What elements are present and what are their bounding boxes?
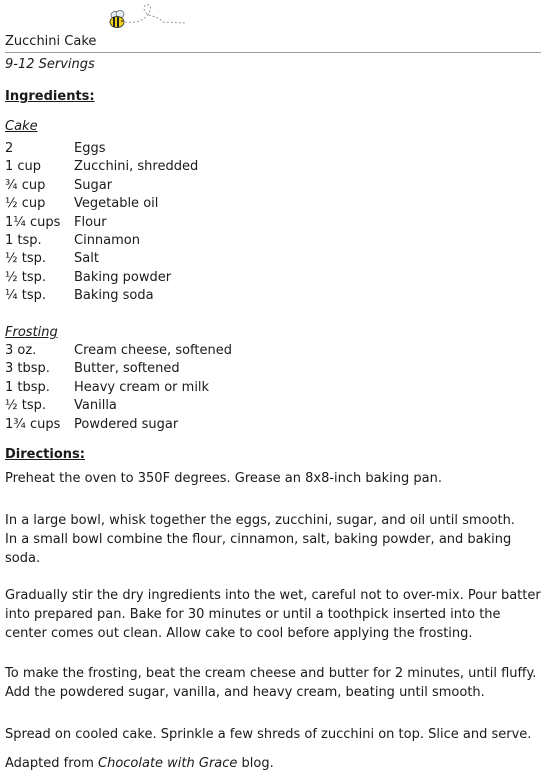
source-name: Chocolate with Grace <box>98 756 238 771</box>
ingredient-name: Baking soda <box>74 288 154 304</box>
direction-step-4 <box>5 664 541 702</box>
list-item <box>5 379 405 397</box>
list-item <box>5 195 405 213</box>
servings-text: 9-12 Servings <box>5 57 95 72</box>
ingredient-qty: 1 tsp. <box>5 232 42 248</box>
list-item <box>5 250 405 268</box>
ingredient-name: Flour <box>74 214 107 230</box>
ingredient-name: Butter, softened <box>74 361 180 377</box>
direction-step-1 <box>5 469 541 488</box>
frosting-subheading: Frosting <box>5 325 58 340</box>
bee-icon <box>105 2 195 32</box>
ingredient-qty: 3 tbsp. <box>5 361 50 377</box>
ingredient-name: Baking powder <box>74 269 172 285</box>
ingredient-name: Salt <box>74 251 99 267</box>
ingredient-qty: 2 <box>5 141 14 156</box>
ingredient-name: Vanilla <box>74 398 117 414</box>
direction-text: Preheat the oven to 350F degrees. Grease an 8x8-inch baking pan. <box>5 471 442 486</box>
ingredient-qty: ½ cup <box>5 196 46 212</box>
ingredient-name: Zucchini, shredded <box>74 159 199 175</box>
ingredient-name: Vegetable oil <box>74 196 159 212</box>
direction-step-5 <box>5 725 541 744</box>
ingredient-name: Cream cheese, softened <box>74 343 232 358</box>
ingredient-name: Powdered sugar <box>74 416 179 432</box>
ingredient-qty: ½ tsp. <box>5 269 46 285</box>
ingredient-qty: ½ tsp. <box>5 251 46 267</box>
ingredient-name: Eggs <box>74 141 106 156</box>
list-item <box>5 214 405 232</box>
direction-text: In a small bowl combine the flour, cinnamon, salt, baking powder, and baking soda. <box>5 532 512 566</box>
recipe-title <box>5 33 541 53</box>
recipe-title-text: Zucchini Cake <box>5 34 97 49</box>
ingredient-qty: ½ tsp. <box>5 398 46 414</box>
list-item <box>5 177 405 195</box>
ingredient-qty: ¾ cup <box>5 177 46 193</box>
ingredient-qty: 1 cup <box>5 159 42 175</box>
cake-subheading: Cake <box>5 119 38 134</box>
list-item <box>5 360 405 378</box>
direction-text: Gradually stir the dry ingredients into the wet, careful not to over-mix. Pour batter into prepared pan. Bake for 30 minutes or until a toothpick inserted into the center comes out clean. Allow cake to cool before applying the frosting. <box>5 588 541 641</box>
ingredient-qty: ¼ tsp. <box>5 288 46 304</box>
ingredient-qty: 3 oz. <box>5 343 37 358</box>
list-item <box>5 140 405 158</box>
list-item <box>5 397 405 415</box>
ingredient-qty: 1¼ cups <box>5 214 61 230</box>
ingredient-qty: 1 tbsp. <box>5 379 50 395</box>
ingredients-heading: Ingredients: <box>5 89 95 104</box>
direction-text: Spread on cooled cake. Sprinkle a few shreds of zucchini on top. Slice and serve. <box>5 727 532 742</box>
directions-heading: Directions: <box>5 447 85 462</box>
direction-text: To make the frosting, beat the cream cheese and butter for 2 minutes, until fluffy. Add the powdered sugar, vanilla, and heavy cream, beating until smooth. <box>5 666 537 700</box>
source-suffix: blog. <box>237 756 274 771</box>
ingredient-name: Sugar <box>74 177 113 193</box>
source-credit <box>5 756 274 771</box>
cake-ingredients-list <box>5 140 405 306</box>
direction-text: In a large bowl, whisk together the eggs, zucchini, sugar, and oil until smooth. <box>5 513 515 528</box>
direction-step-2 <box>5 511 541 568</box>
ingredient-name: Cinnamon <box>74 232 140 248</box>
list-item <box>5 416 405 434</box>
ingredient-qty: 1¾ cups <box>5 416 61 432</box>
ingredient-name: Heavy cream or milk <box>74 379 210 395</box>
source-prefix: Adapted from <box>5 756 98 771</box>
list-item <box>5 287 405 305</box>
list-item <box>5 342 405 360</box>
direction-step-3 <box>5 586 541 643</box>
frosting-ingredients-list <box>5 342 405 434</box>
list-item <box>5 158 405 176</box>
list-item <box>5 269 405 287</box>
list-item <box>5 232 405 250</box>
